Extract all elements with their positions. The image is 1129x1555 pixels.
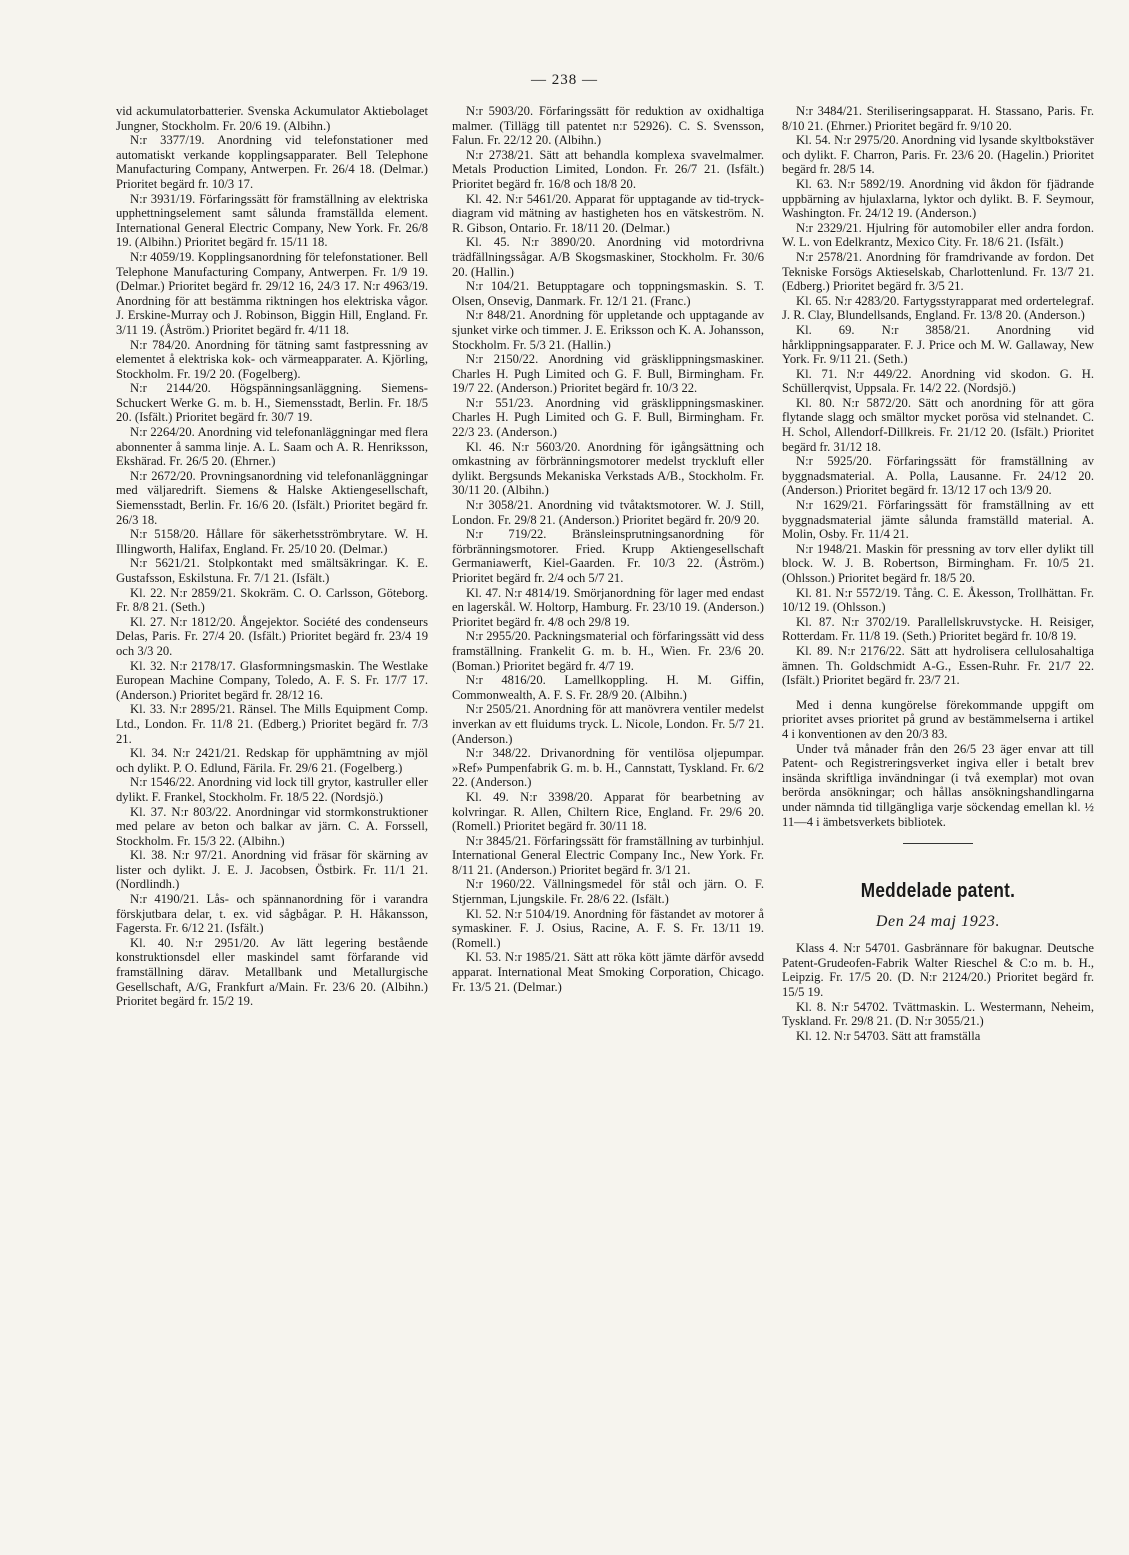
entry-paragraph: N:r 719/22. Bränsleinsprutningsanordning för förbränningsmotorer. Fried. Krupp Aktiengesellschaft Germaniawerft, Kiel-Gaarden. Fr. 10/3 22. (Åström.) Prioritet begärd fr. 2/4 och 5/7 21. xyxy=(452,527,764,585)
entry-paragraph: Kl. 69. N:r 3858/21. Anordning vid hårklippningsapparater. F. J. Price och M. W. Gallaway, New York. Fr. 9/11 21. (Seth.) xyxy=(782,322,1094,367)
entry-paragraph: Kl. 81. N:r 5572/19. Tång. C. E. Åkesson, Trollhättan. Fr. 10/12 19. (Ohlsson.) xyxy=(782,585,1094,615)
entry-paragraph: N:r 4190/21. Lås- och spännanordning för i varandra förskjutbara delar, t. ex. vid sågbågar. P. H. Håkansson, Fagersta. Fr. 6/12 21. (Isfält.) xyxy=(116,892,428,936)
entry-paragraph: Kl. 42. N:r 5461/20. Apparat för upptagande av tid-tryck-diagram vid mätning av hastigheten hos en vätskeström. N. R. Gibson, Ontario. Fr. 18/11 20. (Delmar.) xyxy=(452,191,764,235)
objection-notice: Under två månader från den 26/5 23 äger envar att till Patent- och Registreringsverket ingiva eller i betalt brev insända skriftliga invändningar (i två exemplar) mot ovan berörda ansökningar; och hållas ansökningshandlingarna under nämnda tid tillgängliga varje söckendag emellan kl. ½ 11—4 i ämbetsverkets bibliotek. xyxy=(782,741,1094,829)
entry-paragraph: Kl. 54. N:r 2975/20. Anordning vid lysande skyltbokstäver och dylikt. F. Charron, Paris. Fr. 23/6 20. (Hagelin.) Prioritet begärd fr. 28/5 14. xyxy=(782,133,1094,177)
entry-paragraph: Kl. 89. N:r 2176/22. Sätt att hydrolisera cellulosahaltiga ämnen. Th. Goldschmidt A-G., Essen-Ruhr. Fr. 21/7 22. (Isfält.) Prioritet begärd fr. 23/7 21. xyxy=(782,643,1094,688)
entry-paragraph: N:r 3845/21. Förfaringssätt för framställning av turbinhjul. International General Electric Company Inc., New York. Fr. 8/11 21. (Anderson.) Prioritet begärd fr. 3/1 21. xyxy=(452,833,764,877)
priority-notice: Med i denna kungörelse förekommande uppgift om prioritet avses prioritet på grund av bestämmelserna i artikel 4 i konventionen av den 20/3 83. xyxy=(782,697,1094,741)
entry-paragraph: N:r 2738/21. Sätt att behandla komplexa svavelmalmer. Metals Production Limited, London. Fr. 26/7 21. (Isfält.) Prioritet begärd fr. 16/8 och 18/8 20. xyxy=(452,147,764,191)
entry-paragraph: Kl. 87. N:r 3702/19. Parallellskruvstycke. H. Reisiger, Rotterdam. Fr. 11/8 19. (Seth.) Prioritet begärd fr. 10/8 19. xyxy=(782,614,1094,644)
entry-paragraph: N:r 2505/21. Anordning för att manövrera ventiler medelst inverkan av ett fluidums tryck. L. Nicole, London. Fr. 5/7 21. (Anderson.) xyxy=(452,702,764,746)
section-divider xyxy=(903,843,973,844)
entry-paragraph: N:r 3484/21. Steriliseringsapparat. H. Stassano, Paris. Fr. 8/10 21. (Ehrner.) Prioritet begärd fr. 9/10 20. xyxy=(782,104,1094,133)
entry-paragraph: Kl. 37. N:r 803/22. Anordningar vid stormkonstruktioner med pelare av beton och balkar av järn. C. A. Forssell, Stockholm. Fr. 15/3 22. (Albihn.) xyxy=(116,804,428,848)
entry-paragraph: Kl. 63. N:r 5892/19. Anordning vid åkdon för fjädrande uppbärning av hjulaxlarna, lyktor och dylikt. B. F. Seymour, Washington. Fr. 24/12 19. (Anderson.) xyxy=(782,176,1094,221)
entry-paragraph: Kl. 80. N:r 5872/20. Sätt och anordning för att göra flytande slagg och smältor mycket porösa vid stelnandet. C. H. Schol, Allendorf-Dillkreis. Fr. 21/12 20. (Isfält.) Prioritet begärd fr. 31/12 18. xyxy=(782,395,1094,454)
entry-paragraph: N:r 2329/21. Hjulring för automobiler eller andra fordon. W. L. von Edelkrantz, Mexico City. Fr. 18/6 21. (Isfält.) xyxy=(782,220,1094,250)
page-number: — 238 — xyxy=(531,72,598,88)
entry-paragraph: Kl. 46. N:r 5603/20. Anordning för igångsättning och omkastning av förbränningsmotorer medelst tryckluft eller dylikt. Bergsunds Mekaniska Verkstads A/B., Stockholm. Fr. 30/11 20. (Albihn.) xyxy=(452,439,764,498)
entry-paragraph: N:r 551/23. Anordning vid gräsklippningsmaskiner. Charles H. Pugh Limited och G. F. Bull, Birmingham. Fr. 22/3 23. (Anderson.) xyxy=(452,395,764,440)
column-left xyxy=(116,104,428,1009)
entry-paragraph: N:r 4059/19. Kopplingsanordning för telefonstationer. Bell Telephone Manufacturing Company, Antwerpen. Fr. 1/9 19. (Delmar.) Prioritet begärd fr. 29/12 16, 24/3 17. N:r 4963/19. Anordning för att bestämma riktningen hos elektriska vågor. J. Erskine-Murray och J. Robinson, Biggin Hill, England. Fr. 3/11 19. (Åström.) Prioritet begärd fr. 4/11 18. xyxy=(116,249,428,337)
entry-paragraph: N:r 2264/20. Anordning vid telefonanläggningar med flera abonnenter å samma linje. A. L. Saam och A. R. Henriksson, Ekshärad. Fr. 26/5 20. (Ehrner.) xyxy=(116,425,428,469)
column-middle xyxy=(452,104,764,994)
entry-paragraph: Kl. 49. N:r 3398/20. Apparat för bearbetning av kolvringar. R. Allen, Chiltern Rice, England. Fr. 29/6 20. (Romell.) Prioritet begärd fr. 30/11 18. xyxy=(452,789,764,834)
entry-paragraph: Kl. 52. N:r 5104/19. Anordning för fästandet av motorer å symaskiner. F. J. Osius, Racine, A. F. S. Fr. 13/11 19. (Romell.) xyxy=(452,906,764,950)
entry-paragraph: Kl. 34. N:r 2421/21. Redskap för upphämtning av mjöl och dylikt. P. O. Edlund, Färila. Fr. 29/6 21. (Fogelberg.) xyxy=(116,746,428,775)
entry-paragraph: Kl. 33. N:r 2895/21. Ränsel. The Mills Equipment Comp. Ltd., London. Fr. 11/8 21. (Edberg.) Prioritet begärd fr. 7/3 21. xyxy=(116,702,428,746)
entry-paragraph: N:r 2150/22. Anordning vid gräsklippningsmaskiner. Charles H. Pugh Limited och G. F. Bull, Birmingham. Fr. 19/7 22. (Anderson.) Prioritet begärd fr. 10/3 22. xyxy=(452,352,764,396)
entry-paragraph: N:r 5158/20. Hållare för säkerhetsströmbrytare. W. H. Illingworth, Halifax, England. Fr. 25/10 20. (Delmar.) xyxy=(116,527,428,556)
entry-paragraph: Kl. 38. N:r 97/21. Anordning vid fräsar för skärning av lister och dylikt. J. E. J. Jacobsen, Östbirk. Fr. 11/1 21. (Nordlindh.) xyxy=(116,848,428,892)
entry-paragraph: N:r 348/22. Drivanordning för ventilösa oljepumpar. »Ref» Pumpenfabrik G. m. b. H., Cannstatt, Tyskland. Fr. 6/2 22. (Anderson.) xyxy=(452,746,764,790)
granted-paragraph: Klass 4. N:r 54701. Gasbrännare för bakugnar. Deutsche Patent-Grudeofen-Fabrik Walter Rieschel & C:o m. b. H., Leipzig. Fr. 17/5 20. (D. N:r 2124/20.) Prioritet begärd fr. 15/5 19. xyxy=(782,941,1094,1000)
column-right xyxy=(782,104,1094,1043)
granted-paragraph: Kl. 12. N:r 54703. Sätt att framställa xyxy=(796,1028,981,1043)
section-heading: Meddelade patent. xyxy=(860,880,1016,903)
entry-paragraph: Kl. 27. N:r 1812/20. Ångejektor. Société des condenseurs Delas, Paris. Fr. 27/4 20. (Isfält.) Prioritet begärd fr. 23/4 19 och 3/3 20. xyxy=(116,614,428,658)
entry-paragraph: N:r 104/21. Betupptagare och toppningsmaskin. S. T. Olsen, Onsevig, Danmark. Fr. 12/1 21. (Franc.) xyxy=(452,279,764,308)
entry-paragraph: N:r 5903/20. Förfaringssätt för reduktion av oxidhaltiga malmer. (Tillägg till patentet n:r 52926). C. S. Svensson, Falun. Fr. 22/12 20. (Albihn.) xyxy=(452,104,764,148)
entry-paragraph: N:r 2144/20. Högspänningsanläggning. Siemens-Schuckert Werke G. m. b. H., Siemensstadt, Berlin. Fr. 18/5 20. (Isfält.) Prioritet begärd fr. 30/7 19. xyxy=(116,381,428,425)
entry-paragraph: vid ackumulatorbatterier. Svenska Ackumulator Aktiebolaget Jungner, Stockholm. Fr. 20/6 19. (Albihn.) xyxy=(116,104,428,133)
entry-paragraph: Kl. 47. N:r 4814/19. Smörjanordning för lager med endast en lagerskål. W. Holtorp, Hamburg. Fr. 23/10 19. (Anderson.) Prioritet begärd fr. 4/8 och 29/8 19. xyxy=(452,585,764,629)
entry-paragraph: N:r 3931/19. Förfaringssätt för framställning av elektriska upphettningselement samt sålunda framställda element. International General Electric Company, New York. Fr. 26/8 19. (Albihn.) Prioritet begärd fr. 15/11 18. xyxy=(116,191,428,250)
entry-paragraph: N:r 4816/20. Lamellkoppling. H. M. Giffin, Commonwealth, A. F. S. Fr. 28/9 20. (Albihn.) xyxy=(452,673,764,702)
section-date: Den 24 maj 1923. xyxy=(875,912,1001,930)
entry-paragraph: N:r 848/21. Anordning för uppletande och upptagande av sjunket virke och timmer. J. E. Eriksson och K. A. Johansson, Stockholm. Fr. 5/3 21. (Hallin.) xyxy=(452,308,764,352)
entry-paragraph: N:r 5925/20. Förfaringssätt för framställning av byggnadsmaterial. A. Polla, Lausanne. Fr. 24/12 20. (Anderson.) Prioritet begärd fr. 13/12 17 och 13/9 20. xyxy=(782,454,1094,498)
entry-paragraph: N:r 2672/20. Provningsanordning vid telefonanläggningar med väljaredrift. Siemens & Halske Aktiengesellschaft, Siemensstadt, Berlin. Fr. 16/6 20. (Isfält.) Prioritet begärd fr. 26/3 18. xyxy=(116,468,428,527)
entry-paragraph: N:r 1629/21. Förfaringssätt för framställning av ett byggnadsmaterial jämte sålunda framställd material. A. Molin, Osby. Fr. 11/4 21. xyxy=(782,498,1094,542)
entry-paragraph: N:r 784/20. Anordning för tätning samt fastpressning av elementet å elektriska kok- och värmeapparater. A. Kjörling, Stockholm. Fr. 19/2 20. (Fogelberg). xyxy=(116,337,428,381)
entry-paragraph: N:r 1948/21. Maskin för pressning av torv eller dylikt till block. W. J. B. Robertson, Birmingham. Fr. 10/5 21. (Ohlsson.) Prioritet begärd fr. 18/5 20. xyxy=(782,541,1094,585)
entry-paragraph: N:r 2955/20. Packningsmaterial och förfaringssätt vid dess framställning. Frankelit G. m. b. H., Wien. Fr. 23/6 20. (Boman.) Prioritet begärd fr. 4/7 19. xyxy=(452,629,764,673)
entry-paragraph: Kl. 45. N:r 3890/20. Anordning vid motordrivna trädfällningssågar. A/B Skogsmaskiner, Stockholm. Fr. 30/6 20. (Hallin.) xyxy=(452,235,764,279)
entry-paragraph: Kl. 40. N:r 2951/20. Av lätt legering bestående konstruktionsdel eller maskindel samt förfarande vid framställning därav. Metallbank und Metallurgische Gesellschaft, A/G, Frankfurt a/Main. Fr. 23/6 20. (Albihn.) Prioritet begärd fr. 15/2 19. xyxy=(116,935,428,1009)
entry-paragraph: N:r 5621/21. Stolpkontakt med smältsäkringar. K. E. Gustafsson, Eskilstuna. Fr. 7/1 21. (Isfält.) xyxy=(116,556,428,585)
entry-paragraph: Kl. 71. N:r 449/22. Anordning vid skodon. G. H. Schüllerqvist, Uppsala. Fr. 14/2 22. (Nordsjö.) xyxy=(782,366,1094,396)
entry-paragraph: N:r 1960/22. Vällningsmedel för stål och järn. O. F. Stjernman, Ljungskile. Fr. 28/6 22. (Isfält.) xyxy=(452,877,764,907)
entry-paragraph: N:r 3058/21. Anordning vid tvåtaktsmotorer. W. J. Still, London. Fr. 29/8 21. (Anderson.) Prioritet begärd fr. 20/9 20. xyxy=(452,498,764,527)
entry-paragraph: Kl. 53. N:r 1985/21. Sätt att röka kött jämte därför avsedd apparat. International Meat Smoking Corporation, Chicago. Fr. 13/5 21. (Delmar.) xyxy=(452,950,764,994)
entry-paragraph: Kl. 22. N:r 2859/21. Skokräm. C. O. Carlsson, Göteborg. Fr. 8/8 21. (Seth.) xyxy=(116,585,428,615)
entry-paragraph: Kl. 65. N:r 4283/20. Fartygsstyrapparat med ordertelegraf. J. R. Clay, Blundellsands, England. Fr. 13/8 20. (Anderson.) xyxy=(782,293,1094,323)
entry-paragraph: N:r 2578/21. Anordning för framdrivande av fordon. Det Tekniske Forsögs Aktieselskab, Charlottenlund. Fr. 13/7 21. (Edberg.) Prioritet begärd fr. 3/5 21. xyxy=(782,249,1094,294)
granted-paragraph: Kl. 8. N:r 54702. Tvättmaskin. L. Westermann, Neheim, Tyskland. Fr. 29/8 21. (D. N:r 3055/21.) xyxy=(782,999,1094,1029)
entry-paragraph: N:r 3377/19. Anordning vid telefonstationer med automatiskt verkande kopplingsapparater. Bell Telephone Manufacturing Company, Antwerpen. Fr. 26/4 18. (Delmar.) Prioritet begärd fr. 10/3 17. xyxy=(116,133,428,191)
entry-paragraph: Kl. 32. N:r 2178/17. Glasformningsmaskin. The Westlake European Machine Company, Toledo, A. F. S. Fr. 17/7 17. (Anderson.) Prioritet begärd fr. 28/12 16. xyxy=(116,658,428,702)
entry-paragraph: N:r 1546/22. Anordning vid lock till grytor, kastruller eller dylikt. F. Frankel, Stockholm. Fr. 18/5 22. (Nordsjö.) xyxy=(116,775,428,804)
